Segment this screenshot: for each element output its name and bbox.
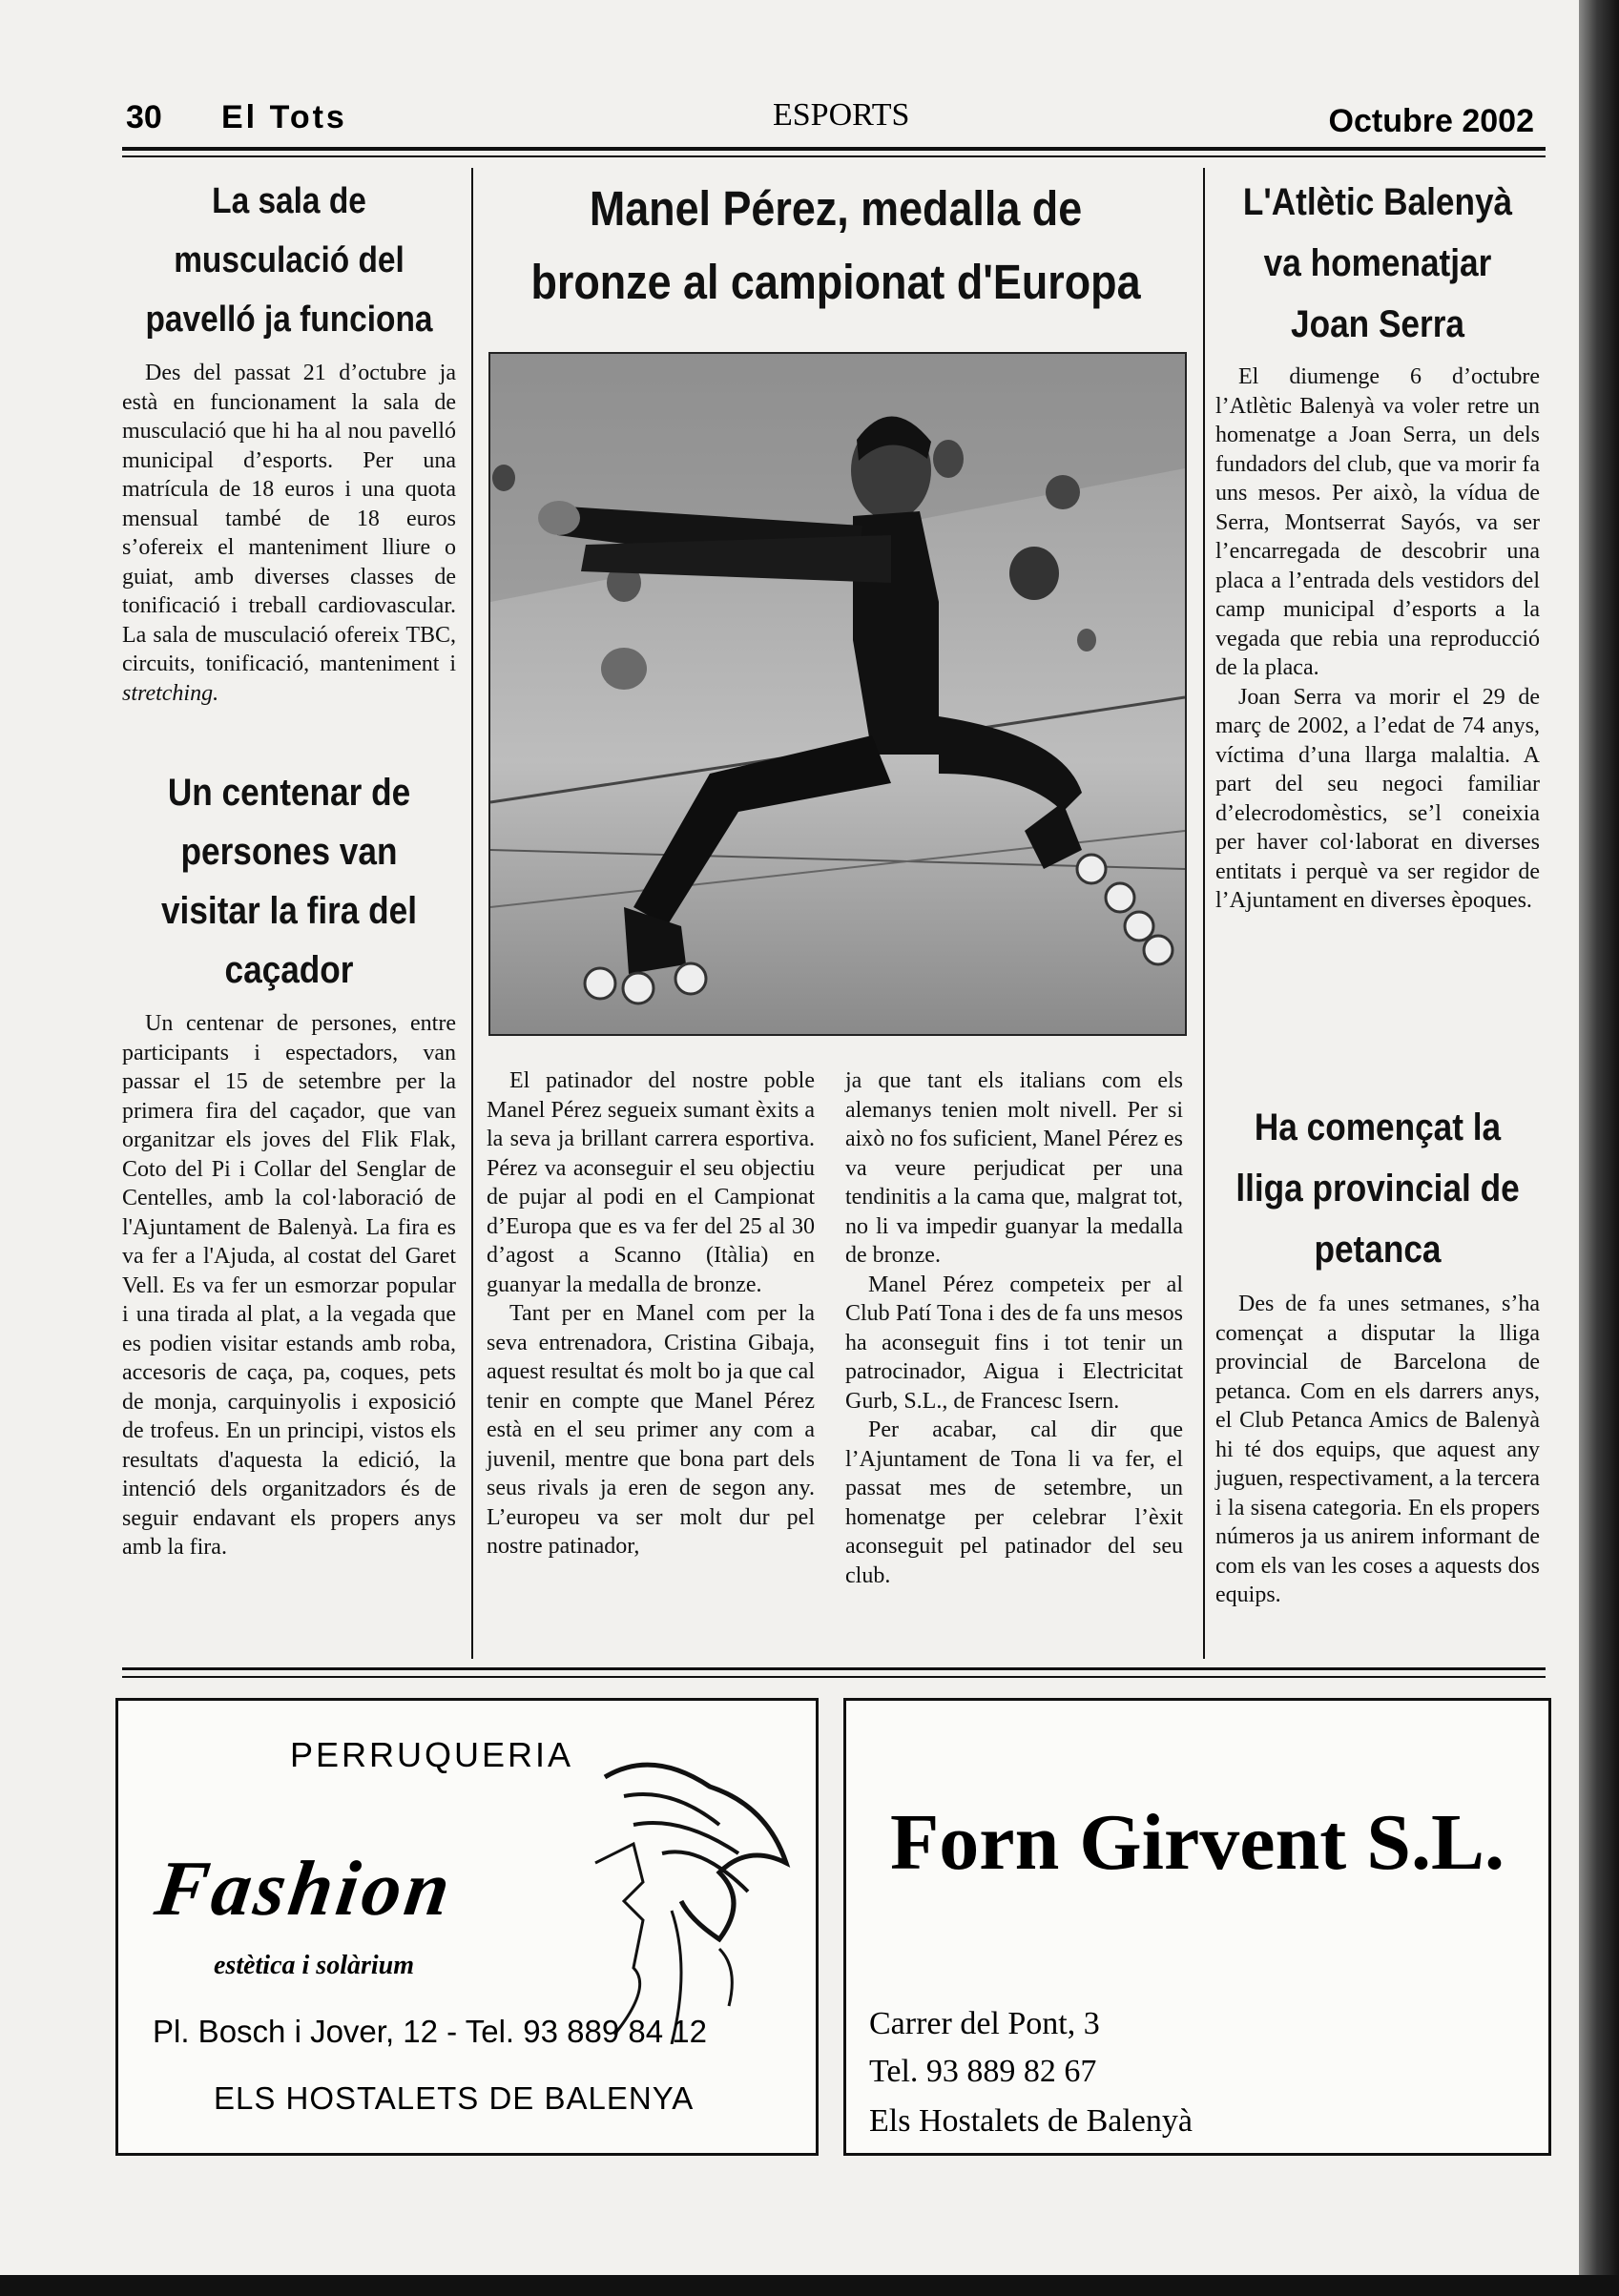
article-petanca xyxy=(1215,1097,1540,1610)
article-text: Des del passat 21 d’octubre ja està en funcionament la sala de musculació que hi ha al nou pavelló municipal d’esports. Per una matrícula de 18 euros i una quota mensual també de 18 euros s’ofereix el manteniment lliure o guiat, amb diverses classes de tonificació i treball cardiovascular. La sala de musculació ofereix TBC, circuits, tonificació, manteniment i xyxy=(122,361,456,676)
ad-heading: PERRUQUERIA xyxy=(290,1735,574,1774)
ads-rule-thin xyxy=(122,1676,1546,1678)
article-text: Joan Serra va morir el 29 de març de 2002, a l’edat de 74 anys, víctima d’una llarga malaltia. A part del seu negoci familiar d’elecrodomèstics, se’l coneixia per haver col·laborat en diverses entitats i perquè va ser regidor de l’Ajuntament en diverses èpoques. xyxy=(1215,684,1540,913)
skater-photo xyxy=(488,352,1187,1036)
article-body xyxy=(1215,1290,1540,1610)
skater-photo-image xyxy=(490,354,1185,1034)
article-title: Ha començat la lliga provincial de petanca xyxy=(1235,1107,1520,1271)
ad-forn-girvent xyxy=(843,1698,1551,2156)
article-title: L'Atlètic Balenyà va homenatjar Joan Serra xyxy=(1242,181,1513,345)
ad-fashion xyxy=(115,1698,819,2156)
article-body xyxy=(1215,362,1540,916)
ads-rule xyxy=(122,1667,1546,1670)
article-fira xyxy=(122,763,456,1562)
article-text: Des de fa unes setmanes, s’ha començat a disputar la lliga provincial de Barcelona de petanca. Com en els darrers anys, el Club Petanca Amics de Balenyà hi té dos equips, que aquest any juguen, respectivament, a la tercera i la sisena categoria. En els propers números ja us anirem informant de com els van les coses a aquests dos equips. xyxy=(1215,1292,1540,1607)
article-title: La sala de musculació del pavelló ja funciona xyxy=(145,181,433,340)
article-title: Un centenar de persones van visitar la fira del caçador xyxy=(160,772,418,991)
ad-town: ELS HOSTALETS DE BALENYA xyxy=(214,2080,695,2116)
main-article-col1 xyxy=(487,1066,815,1562)
ad-business-name: Forn Girvent S.L. xyxy=(890,1798,1505,1887)
ad-brand-logo: Fashion xyxy=(150,1845,460,1932)
main-article-title: Manel Pérez, medalla de bronze al campionat d'Europa xyxy=(530,181,1141,309)
article-text-emphasis: stretching. xyxy=(122,680,219,706)
page-header xyxy=(126,93,1538,141)
ad-phone: Tel. 93 889 82 67 xyxy=(869,2054,1097,2089)
article-text: Manel Pérez competeix per al Club Patí Tona i des de fa uns mesos ha aconseguit fins i tot tenir un patrocinador, Aigua i Electricitat Gurb, S.L., de Francesc Isern. xyxy=(845,1272,1183,1414)
issue-date: Octubre 2002 xyxy=(1328,103,1534,139)
article-body xyxy=(122,1009,456,1562)
article-text: ja que tant els italians com els alemanys tenien molt nivell. Per si això no fos suficient, Manel Pérez es va veure perjudicat per una tendinitis a la cama que, malgrat tot, no li va impedir guanyar la medalla de bronze. xyxy=(845,1068,1183,1268)
ad-tagline: estètica i solàrium xyxy=(214,1951,414,1980)
page-spine xyxy=(1579,0,1619,2296)
article-text: Tant per en Manel com per la seva entrenadora, Cristina Gibaja, aquest resultat és molt bo ja que cal tenir en compte que Manel Pérez està en el seu primer any com a juvenil, mentre que bona part dels seus rivals ja eren de segon any. L’europeu va ser molt dur pel nostre patinador, xyxy=(487,1301,815,1559)
main-article-col2 xyxy=(845,1066,1183,1590)
article-body xyxy=(122,359,456,708)
ad-street: Carrer del Pont, 3 xyxy=(869,2006,1100,2041)
header-rule-thin xyxy=(122,155,1546,157)
column-divider xyxy=(471,168,473,1659)
column-divider xyxy=(1203,168,1205,1659)
article-text: Per acabar, cal dir que l’Ajuntament de Tona li va fer, el passat mes de setembre, un homenatge per celebrar l’èxit aconseguit pel patinador del seu club. xyxy=(845,1417,1183,1588)
publication-name: El Tots xyxy=(221,99,347,135)
article-musculacio xyxy=(122,172,456,708)
article-text: El diumenge 6 d’octubre l’Atlètic Balenyà va voler retre un homenatge a Joan Serra, un dels fundadors del club, que va morir fa uns mesos. Per això, la vídua de Serra, Montserrat Sayós, va ser l’encarregada de descobrir una placa a l’entrada dels vestidors del camp municipal d’esports a la vegada que rebia una reproducció de la placa. xyxy=(1215,364,1540,680)
scan-edge xyxy=(0,2275,1619,2296)
header-rule xyxy=(122,147,1546,151)
section-name: ESPORTS xyxy=(773,97,910,133)
article-atletic xyxy=(1215,172,1540,916)
woman-profile-illustration xyxy=(576,1758,805,2044)
article-text: Un centenar de persones, entre participants i espectadors, van passar el 15 de setembre per la primera fira del caçador, que van organitzar els joves del Flik Flak, Coto del Pi i Collar del Senglar de Centelles, amb la col·laboració de l'Ajuntament de Balenyà. La fira es va fer a l'Ajuda, al costat del Garet Vell. Es va fer un esmorzar popular i una tirada al plat, a la vegada que es podien visitar estands amb roba, accesoris de caça, pa, coques, pets de monja, carquinyolis i exposició de trofeus. En un principi, vistos els resultats d'aquesta la edició, la intenció dels organitzadors és de seguir endavant els propers anys amb la fira. xyxy=(122,1011,456,1560)
page-number: 30 xyxy=(126,99,162,135)
article-text: El patinador del nostre poble Manel Pérez segueix sumant èxits a la seva ja brillant carrera esportiva. Pérez va aconseguir el seu objectiu de pujar al podi en el Campionat d’Europa que es va fer del 25 al 30 d’agost a Scanno (Itàlia) en guanyar la medalla de bronze. xyxy=(487,1068,815,1297)
ad-address: Pl. Bosch i Jover, 12 - Tel. 93 889 84 12 xyxy=(153,2014,707,2049)
ad-town: Els Hostalets de Balenyà xyxy=(869,2103,1193,2139)
